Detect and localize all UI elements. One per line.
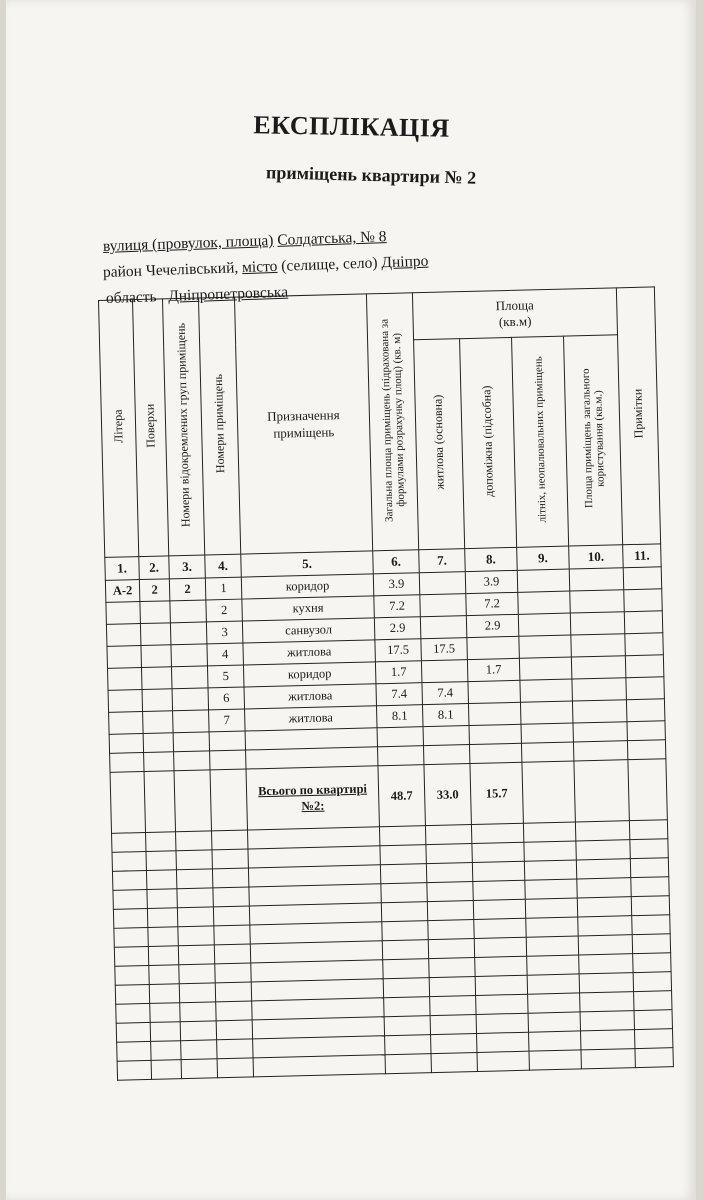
header-group-numbers: Номери відокремлених груп приміщень bbox=[162, 298, 204, 556]
cell-litera bbox=[109, 712, 144, 735]
cell-litera bbox=[108, 690, 143, 713]
cell-group bbox=[171, 666, 208, 689]
cell-room-number: 7 bbox=[209, 709, 246, 732]
header-purpose: Призначення приміщень bbox=[234, 294, 372, 554]
cell-group bbox=[172, 688, 209, 711]
cell-total-area: 7.2 bbox=[374, 595, 421, 618]
cell-room-number: 6 bbox=[208, 687, 245, 710]
col-number: 9. bbox=[517, 546, 570, 570]
cell-aux-area bbox=[467, 636, 520, 659]
region-label: область bbox=[105, 288, 157, 307]
cell-living-area bbox=[419, 572, 466, 595]
header-area-group: Площа (кв.м) bbox=[412, 288, 617, 340]
district-label: район Чечелівський, bbox=[102, 259, 239, 281]
cell-common-area bbox=[570, 590, 625, 613]
document-subtitle: приміщень квартири № 2 bbox=[265, 162, 477, 188]
document-title: ЕКСПЛІКАЦІЯ bbox=[253, 110, 450, 143]
col-number: 2. bbox=[139, 556, 170, 580]
cell-purpose: житлова bbox=[244, 684, 376, 709]
cell-group bbox=[171, 644, 208, 667]
cell-common-area bbox=[570, 612, 625, 635]
cell-common-area bbox=[569, 568, 624, 591]
header-floors: Поверхи bbox=[133, 299, 169, 557]
header-common: Площа приміщень загального користування (кв.м.) bbox=[564, 335, 623, 546]
cell-living-area bbox=[421, 660, 468, 683]
cell-common-area bbox=[572, 700, 627, 723]
cell-room-number: 5 bbox=[207, 665, 244, 688]
total-label: Всього по квартирі №2: bbox=[246, 766, 379, 830]
city-value: Дніпро bbox=[381, 252, 429, 272]
cell-aux-area bbox=[468, 680, 521, 703]
cell-aux-area: 7.2 bbox=[466, 592, 519, 615]
cell-purpose: санвузол bbox=[242, 618, 374, 643]
cell-purpose: коридор bbox=[243, 662, 375, 687]
header-total-area: Загальна площа приміщень (підрахована за формулами розрахунку площ) (кв. м) bbox=[366, 293, 418, 551]
cell-total-area: 2.9 bbox=[374, 617, 421, 640]
col-number: 3. bbox=[169, 555, 206, 579]
cell-aux-area: 2.9 bbox=[466, 614, 519, 637]
cell-summer-area bbox=[520, 701, 573, 724]
header-room-numbers: Номери приміщень bbox=[198, 297, 240, 555]
cell-group: 2 bbox=[169, 578, 206, 601]
city-label-rest: (селище, село) bbox=[280, 254, 378, 275]
cell-floors bbox=[141, 645, 172, 668]
cell-aux-area: 1.7 bbox=[467, 658, 520, 681]
cell-room-number: 1 bbox=[205, 577, 242, 600]
cell-litera: А-2 bbox=[105, 580, 140, 603]
cell-summer-area bbox=[518, 591, 571, 614]
cell-purpose: житлова bbox=[245, 706, 377, 731]
cell-living-area: 17.5 bbox=[421, 638, 468, 661]
cell-floors: 2 bbox=[139, 579, 170, 602]
col-number: 11. bbox=[623, 544, 662, 568]
cell-living-area: 8.1 bbox=[422, 704, 469, 727]
cell-floors bbox=[140, 601, 171, 624]
cell-room-number: 3 bbox=[206, 621, 243, 644]
col-number: 8. bbox=[465, 547, 518, 571]
cell-litera bbox=[106, 624, 141, 647]
cell-notes bbox=[624, 589, 663, 612]
cell-aux-area: 3.9 bbox=[465, 570, 518, 593]
cell-litera bbox=[106, 602, 141, 625]
cell-room-number: 4 bbox=[207, 643, 244, 666]
street-label: вулиця (провулок, площа) bbox=[102, 232, 274, 255]
cell-litera bbox=[107, 646, 142, 669]
header-auxiliary: допоміжна (підсобна) bbox=[460, 337, 517, 548]
cell-group bbox=[170, 600, 207, 623]
cell-litera bbox=[108, 668, 143, 691]
cell-summer-area bbox=[519, 657, 572, 680]
cell-floors bbox=[142, 689, 173, 712]
cell-summer-area bbox=[517, 569, 570, 592]
total-living-sum: 33.0 bbox=[424, 764, 471, 826]
cell-summer-area bbox=[519, 635, 572, 658]
cell-summer-area bbox=[520, 679, 573, 702]
cell-common-area bbox=[571, 634, 626, 657]
header-notes: Примітки bbox=[616, 287, 660, 545]
cell-aux-area bbox=[468, 702, 521, 725]
cell-total-area: 17.5 bbox=[375, 639, 422, 662]
col-number: 6. bbox=[373, 550, 420, 574]
cell-living-area: 7.4 bbox=[422, 682, 469, 705]
cell-total-area: 3.9 bbox=[373, 573, 420, 596]
cell-notes bbox=[625, 633, 664, 656]
header-summer: літніх, неопалювальних приміщень bbox=[512, 336, 569, 547]
cell-living-area bbox=[420, 616, 467, 639]
cell-purpose: кухня bbox=[242, 596, 374, 621]
cell-total-area: 1.7 bbox=[375, 661, 422, 684]
cell-total-area: 7.4 bbox=[376, 683, 423, 706]
header-living: житлова (основна) bbox=[414, 339, 465, 550]
total-aux-sum: 15.7 bbox=[470, 762, 523, 824]
cell-group bbox=[170, 622, 207, 645]
cell-common-area bbox=[571, 656, 626, 679]
city-label: місто bbox=[241, 257, 278, 277]
cell-purpose: житлова bbox=[243, 640, 375, 665]
cell-floors bbox=[140, 623, 171, 646]
cell-living-area bbox=[420, 594, 467, 617]
cell-total-area: 8.1 bbox=[376, 705, 423, 728]
cell-notes bbox=[626, 699, 665, 722]
cell-group bbox=[173, 710, 210, 733]
col-number: 4. bbox=[205, 554, 242, 578]
cell-common-area bbox=[572, 678, 627, 701]
col-number: 7. bbox=[419, 549, 466, 573]
total-area-sum: 48.7 bbox=[378, 765, 425, 827]
cell-summer-area bbox=[518, 613, 571, 636]
street-value: Солдатська, № 8 bbox=[276, 228, 387, 249]
col-number: 1. bbox=[105, 557, 140, 581]
cell-notes bbox=[625, 655, 664, 678]
cell-floors bbox=[143, 711, 174, 734]
col-number: 5. bbox=[241, 551, 374, 577]
cell-notes bbox=[626, 677, 665, 700]
col-number: 10. bbox=[569, 545, 624, 569]
cell-floors bbox=[141, 667, 172, 690]
cell-notes bbox=[624, 611, 663, 634]
cell-purpose: коридор bbox=[241, 574, 373, 599]
cell-room-number: 2 bbox=[206, 599, 243, 622]
region-value: Дніпропетровська bbox=[167, 283, 289, 305]
cell-notes bbox=[623, 567, 662, 590]
header-litera: Літера bbox=[99, 300, 139, 558]
explication-table bbox=[98, 283, 674, 1080]
